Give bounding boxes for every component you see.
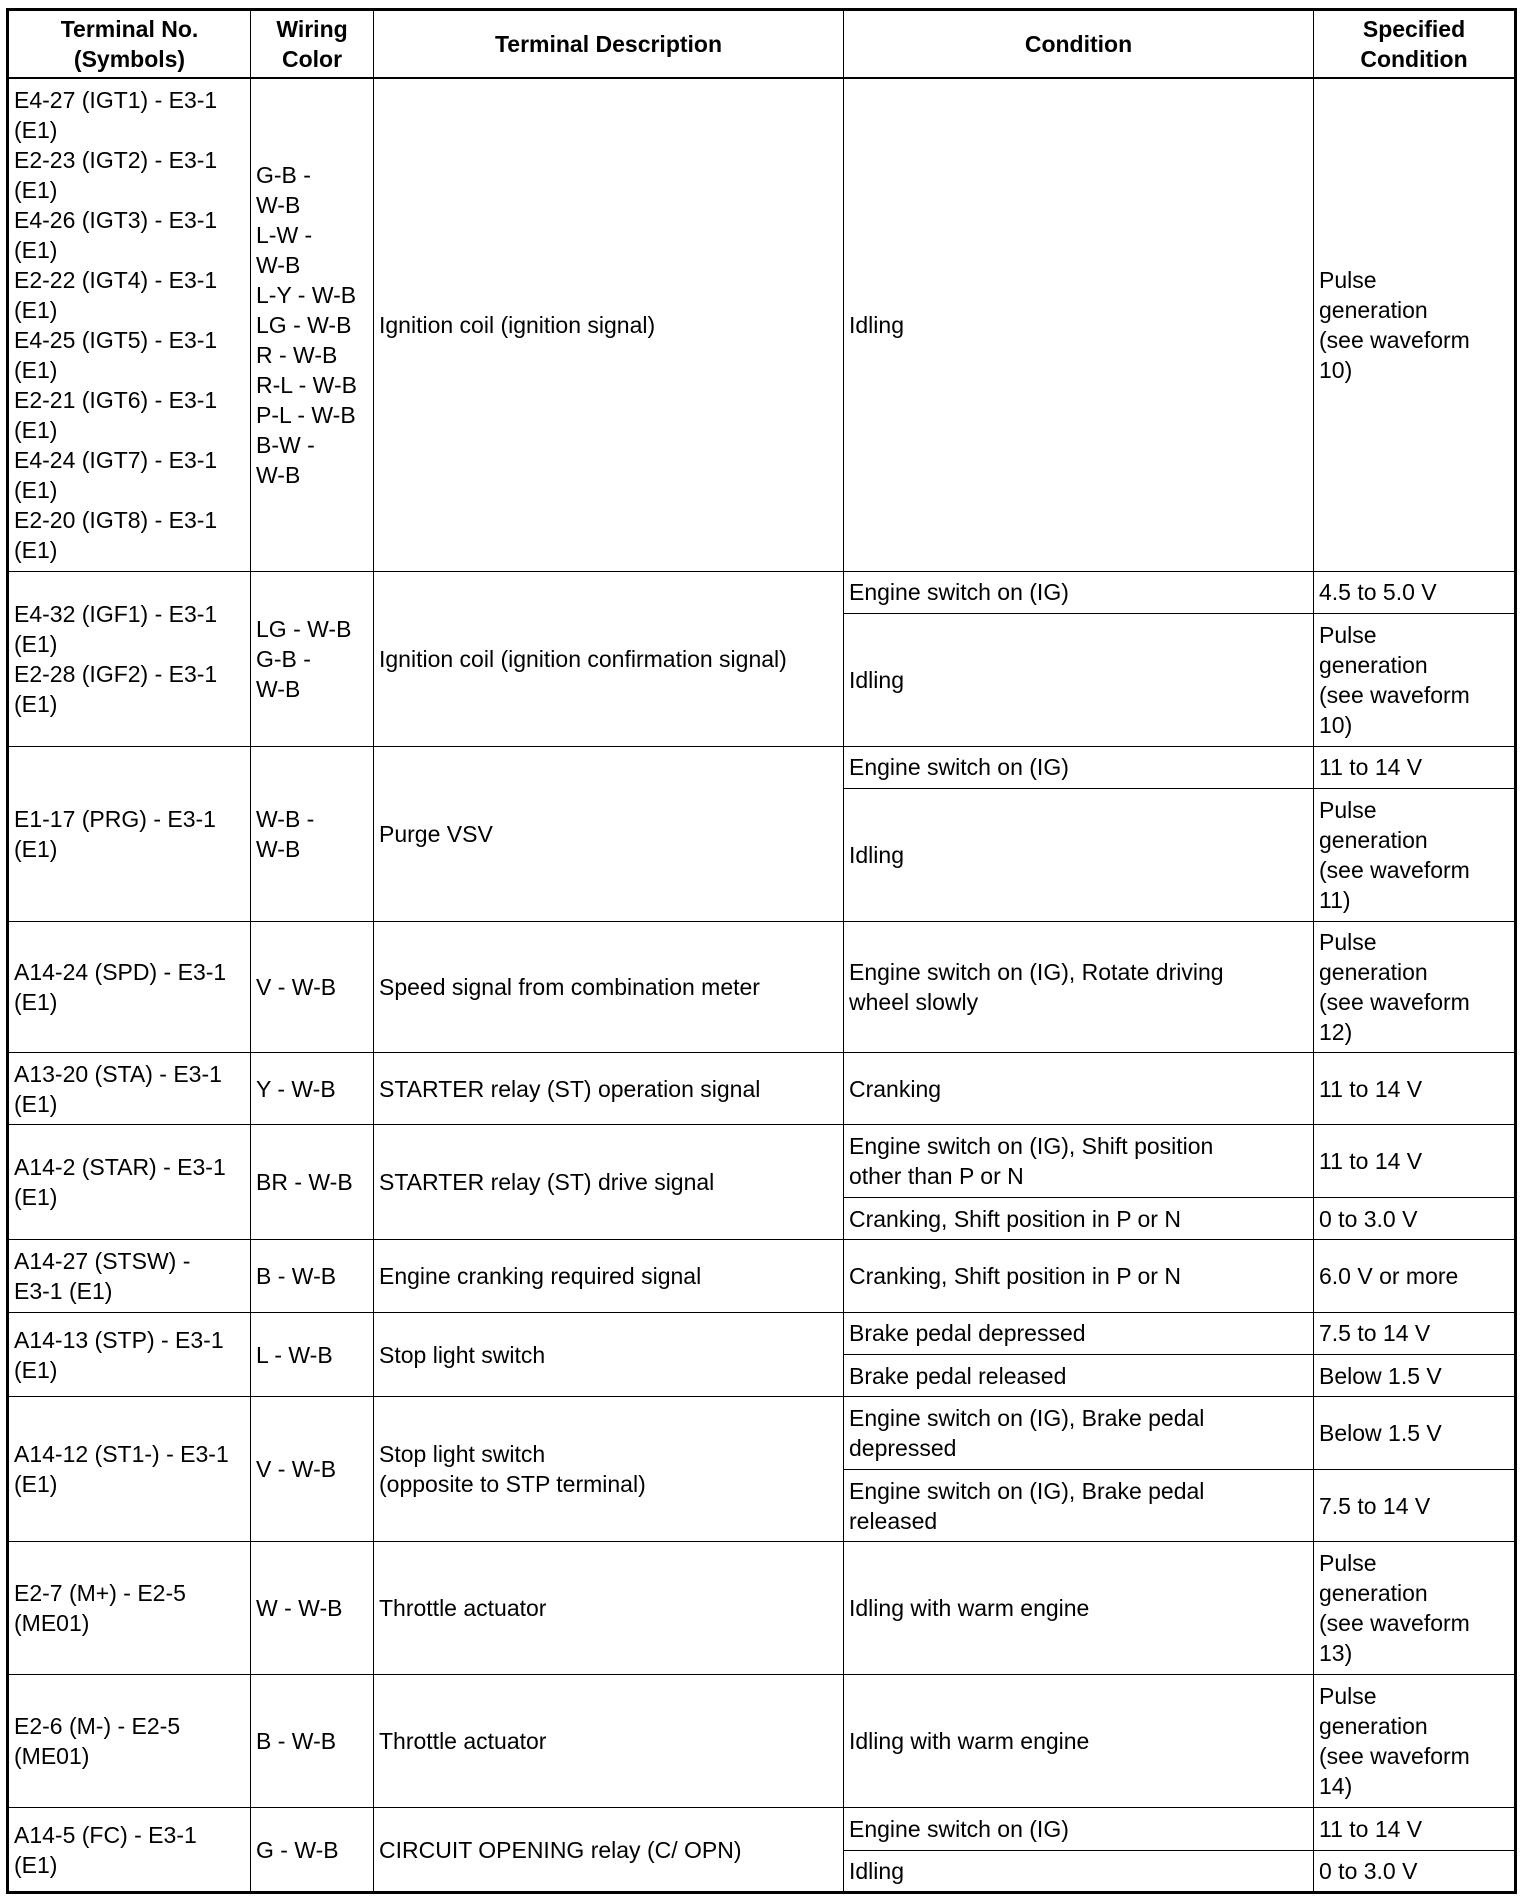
- header-terminal-description: Terminal Description: [374, 10, 844, 78]
- table-row: [8, 1675, 1516, 1808]
- condition-cell: Brake pedal depressed: [844, 1312, 1314, 1354]
- table-row: [8, 922, 1516, 1053]
- terminal-cell: E4-32 (IGF1) - E3-1 (E1) E2-28 (IGF2) - E3-1 (E1): [8, 571, 251, 746]
- wiring-color-cell: G - W-B: [251, 1808, 374, 1893]
- description-cell: Stop light switch: [374, 1312, 844, 1397]
- specified-condition-cell: 7.5 to 14 V: [1314, 1312, 1516, 1354]
- description-cell: Throttle actuator: [374, 1542, 844, 1675]
- terminal-cell: A14-13 (STP) - E3-1 (E1): [8, 1312, 251, 1397]
- condition-cell: Engine switch on (IG), Shift position other than P or N: [844, 1125, 1314, 1198]
- specified-condition-cell: 6.0 V or more: [1314, 1240, 1516, 1313]
- specified-condition-cell: Below 1.5 V: [1314, 1355, 1516, 1397]
- specified-condition-cell: Below 1.5 V: [1314, 1397, 1516, 1470]
- condition-cell: Brake pedal released: [844, 1355, 1314, 1397]
- wiring-color-cell: G-B - W-B L-W - W-B L-Y - W-B LG - W-B R - W-B R-L - W-B P-L - W-B B-W - W-B: [251, 78, 374, 572]
- wiring-color-cell: V - W-B: [251, 922, 374, 1053]
- description-cell: CIRCUIT OPENING relay (C/ OPN): [374, 1808, 844, 1893]
- wiring-color-cell: V - W-B: [251, 1397, 374, 1542]
- header-terminal-no: Terminal No. (Symbols): [8, 10, 251, 78]
- table-row: [8, 1312, 1516, 1354]
- terminal-cell: E4-27 (IGT1) - E3-1 (E1) E2-23 (IGT2) - E3-1 (E1) E4-26 (IGT3) - E3-1 (E1) E2-22 (IGT4) - E3-1 (E1) E4-25 (IGT5) - E3-1 (E1) E2-21 (IGT6) - E3-1 (E1) E4-24 (IGT7) - E3-1 (E1) E2-20 (IGT8) - E3-1 (E1): [8, 78, 251, 572]
- specified-condition-cell: Pulse generation (see waveform 14): [1314, 1675, 1516, 1808]
- specified-condition-cell: Pulse generation (see waveform 11): [1314, 789, 1516, 922]
- condition-cell: Engine switch on (IG), Brake pedal depressed: [844, 1397, 1314, 1470]
- header-row: [8, 10, 1516, 78]
- specified-condition-cell: 11 to 14 V: [1314, 1125, 1516, 1198]
- table-row: [8, 1542, 1516, 1675]
- description-cell: Ignition coil (ignition signal): [374, 78, 844, 572]
- wiring-color-cell: W-B - W-B: [251, 746, 374, 921]
- specified-condition-cell: 11 to 14 V: [1314, 1052, 1516, 1125]
- condition-cell: Cranking, Shift position in P or N: [844, 1197, 1314, 1239]
- table-body: [8, 78, 1516, 1893]
- wiring-color-cell: Y - W-B: [251, 1052, 374, 1125]
- header-wiring-color: Wiring Color: [251, 10, 374, 78]
- condition-cell: Engine switch on (IG), Brake pedal released: [844, 1469, 1314, 1542]
- terminal-cell: E2-6 (M-) - E2-5 (ME01): [8, 1675, 251, 1808]
- terminal-cell: A14-12 (ST1-) - E3-1 (E1): [8, 1397, 251, 1542]
- condition-cell: Idling with warm engine: [844, 1542, 1314, 1675]
- description-cell: Ignition coil (ignition confirmation signal): [374, 571, 844, 746]
- wiring-color-cell: L - W-B: [251, 1312, 374, 1397]
- wiring-color-cell: B - W-B: [251, 1675, 374, 1808]
- specified-condition-cell: 0 to 3.0 V: [1314, 1197, 1516, 1239]
- terminal-cell: A14-2 (STAR) - E3-1 (E1): [8, 1125, 251, 1240]
- terminal-spec-table: [6, 8, 1517, 1894]
- specified-condition-cell: 11 to 14 V: [1314, 746, 1516, 788]
- wiring-color-cell: LG - W-B G-B - W-B: [251, 571, 374, 746]
- wiring-color-cell: B - W-B: [251, 1240, 374, 1313]
- description-cell: STARTER relay (ST) operation signal: [374, 1052, 844, 1125]
- specified-condition-cell: Pulse generation (see waveform 10): [1314, 78, 1516, 572]
- terminal-cell: E2-7 (M+) - E2-5 (ME01): [8, 1542, 251, 1675]
- terminal-cell: A14-27 (STSW) - E3-1 (E1): [8, 1240, 251, 1313]
- table-row: [8, 1052, 1516, 1125]
- table-row: [8, 1397, 1516, 1470]
- condition-cell: Idling with warm engine: [844, 1675, 1314, 1808]
- condition-cell: Engine switch on (IG): [844, 571, 1314, 613]
- condition-cell: Engine switch on (IG), Rotate driving wheel slowly: [844, 922, 1314, 1053]
- description-cell: Speed signal from combination meter: [374, 922, 844, 1053]
- wiring-color-cell: W - W-B: [251, 1542, 374, 1675]
- header-specified-condition: Specified Condition: [1314, 10, 1516, 78]
- table-row: [8, 1125, 1516, 1198]
- table-row: [8, 1240, 1516, 1313]
- description-cell: Purge VSV: [374, 746, 844, 921]
- specified-condition-cell: 4.5 to 5.0 V: [1314, 571, 1516, 613]
- condition-cell: Engine switch on (IG): [844, 1808, 1314, 1850]
- description-cell: Throttle actuator: [374, 1675, 844, 1808]
- condition-cell: Idling: [844, 1850, 1314, 1892]
- terminal-cell: A14-5 (FC) - E3-1 (E1): [8, 1808, 251, 1893]
- table-row: [8, 78, 1516, 572]
- terminal-cell: E1-17 (PRG) - E3-1 (E1): [8, 746, 251, 921]
- table-row: [8, 571, 1516, 613]
- terminal-cell: A14-24 (SPD) - E3-1 (E1): [8, 922, 251, 1053]
- condition-cell: Cranking, Shift position in P or N: [844, 1240, 1314, 1313]
- specified-condition-cell: Pulse generation (see waveform 10): [1314, 613, 1516, 746]
- condition-cell: Idling: [844, 78, 1314, 572]
- terminal-cell: A13-20 (STA) - E3-1 (E1): [8, 1052, 251, 1125]
- condition-cell: Idling: [844, 789, 1314, 922]
- description-cell: STARTER relay (ST) drive signal: [374, 1125, 844, 1240]
- condition-cell: Engine switch on (IG): [844, 746, 1314, 788]
- description-cell: Stop light switch (opposite to STP terminal): [374, 1397, 844, 1542]
- table-row: [8, 1808, 1516, 1850]
- condition-cell: Idling: [844, 613, 1314, 746]
- specified-condition-cell: 7.5 to 14 V: [1314, 1469, 1516, 1542]
- table-row: [8, 746, 1516, 788]
- specified-condition-cell: Pulse generation (see waveform 13): [1314, 1542, 1516, 1675]
- specified-condition-cell: Pulse generation (see waveform 12): [1314, 922, 1516, 1053]
- description-cell: Engine cranking required signal: [374, 1240, 844, 1313]
- specified-condition-cell: 11 to 14 V: [1314, 1808, 1516, 1850]
- header-condition: Condition: [844, 10, 1314, 78]
- condition-cell: Cranking: [844, 1052, 1314, 1125]
- specified-condition-cell: 0 to 3.0 V: [1314, 1850, 1516, 1892]
- wiring-color-cell: BR - W-B: [251, 1125, 374, 1240]
